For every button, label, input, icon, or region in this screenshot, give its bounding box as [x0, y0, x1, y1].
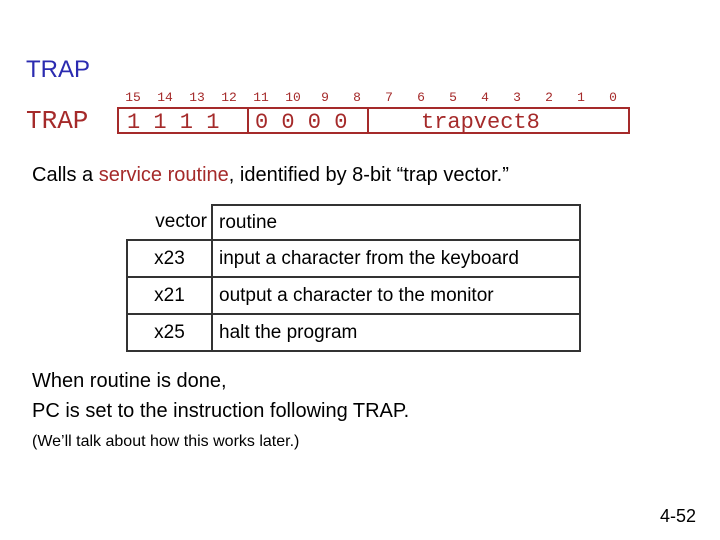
- bit-number: 9: [321, 90, 329, 105]
- bit-number: 14: [157, 90, 173, 105]
- vector-cell: x25: [127, 314, 212, 351]
- table-row: [127, 240, 580, 277]
- description-prefix: Calls a: [32, 164, 99, 186]
- routine-cell: input a character from the keyboard: [212, 240, 580, 277]
- bit-number: 8: [353, 90, 361, 105]
- routine-cell: output a character to the monitor: [212, 277, 580, 314]
- bit-number: 10: [285, 90, 301, 105]
- opcode-bits: 1 1 1 1: [127, 110, 220, 135]
- bit-number: 12: [221, 90, 237, 105]
- description-text: [32, 164, 509, 187]
- bit-number: 4: [481, 90, 489, 105]
- instruction-format-box: [117, 107, 630, 134]
- table-row: [127, 277, 580, 314]
- zero-bits: 0 0 0 0: [255, 110, 348, 135]
- page-number: 4-52: [659, 506, 696, 526]
- instruction-mnemonic: TRAP: [26, 106, 89, 136]
- bit-number: 5: [449, 90, 457, 105]
- bit-number: 13: [189, 90, 205, 105]
- table-header-row: [127, 205, 580, 240]
- trap-vector-table: [126, 204, 581, 352]
- vector-cell: x21: [127, 277, 212, 314]
- note-text: (We’ll talk about how this works later.): [32, 433, 300, 450]
- completion-line-2: PC is set to the instruction following TRAP.: [32, 400, 410, 422]
- vector-cell: x23: [127, 240, 212, 277]
- bit-number-row: [118, 90, 632, 104]
- routine-cell: halt the program: [212, 314, 580, 351]
- header-routine: routine: [212, 205, 580, 240]
- header-vector: vector: [155, 211, 207, 232]
- description-suffix: , identified by 8-bit “trap vector.”: [228, 164, 509, 186]
- bit-number: 11: [253, 90, 269, 105]
- table-row: [127, 314, 580, 351]
- bit-number: 2: [545, 90, 553, 105]
- description-highlight: service routine: [98, 164, 229, 186]
- bit-number: 7: [385, 90, 393, 105]
- bit-number: 3: [513, 90, 521, 105]
- completion-line-1: When routine is done,: [32, 370, 227, 392]
- bit-number: 0: [609, 90, 617, 105]
- slide-title: TRAP: [26, 56, 91, 83]
- field-divider: [247, 107, 249, 134]
- bit-number: 6: [417, 90, 425, 105]
- trapvect8-field: trapvect8: [421, 110, 540, 135]
- bit-number: 1: [577, 90, 585, 105]
- field-divider: [367, 107, 369, 134]
- bit-number: 15: [125, 90, 141, 105]
